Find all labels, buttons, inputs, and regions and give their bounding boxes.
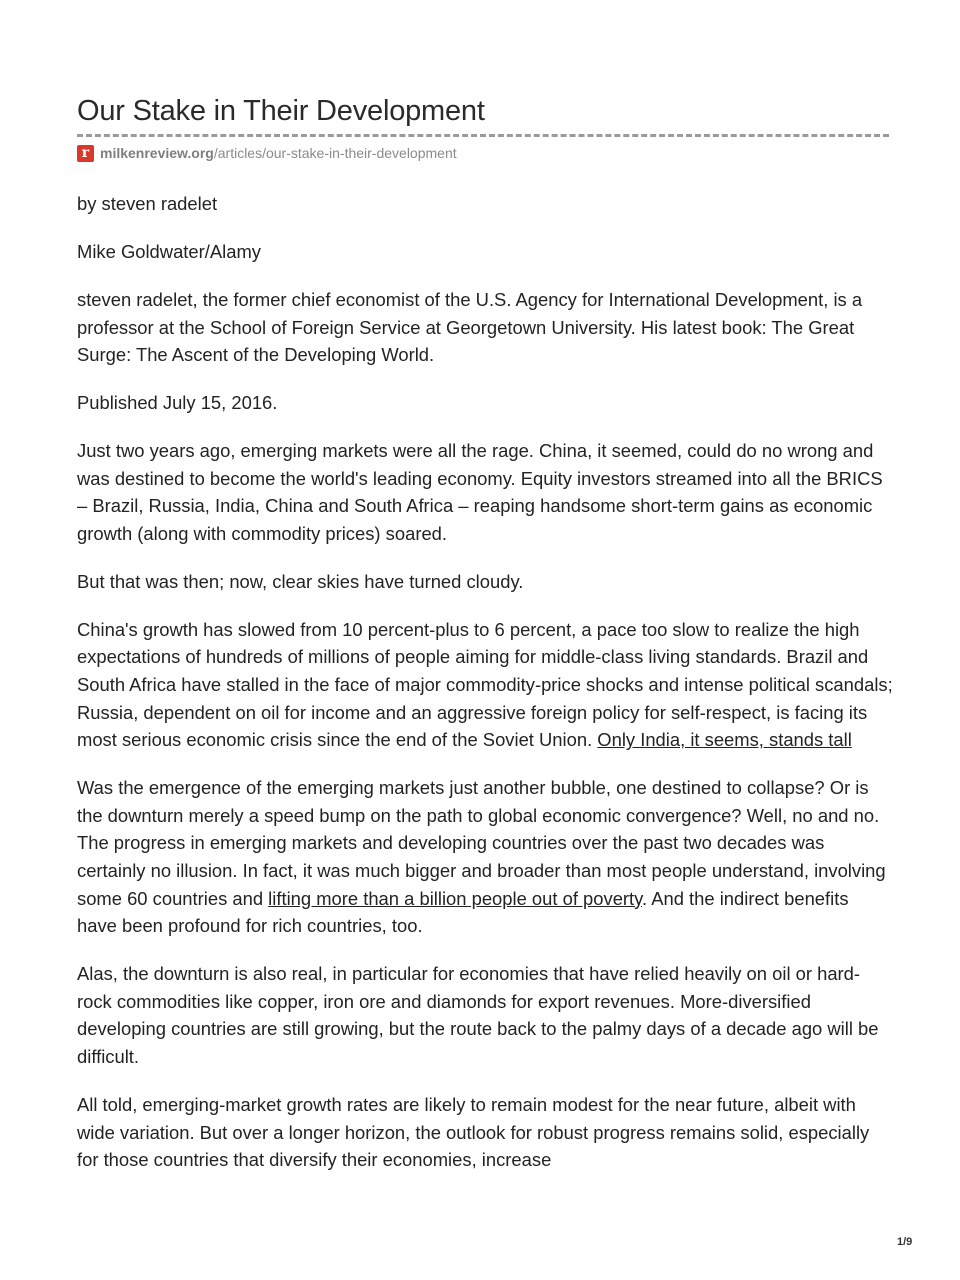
source-domain: milkenreview.org: [100, 145, 214, 161]
paragraph-4: [77, 774, 893, 940]
source-link[interactable]: [100, 145, 457, 161]
byline: by steven radelet: [77, 193, 218, 214]
paragraph-1: Just two years ago, emerging markets were all the rage. China, it seemed, could do no wrong and was destined to become the world's leading economy. Equity investors streamed into all the BRICS – Brazil, Russia, India, China and South Africa – reaping handsome short-term gains as economic growth (along with commodity prices) soared.: [77, 440, 883, 544]
paragraph-4-tail: . And the indirect benefits have been profound for rich countries, too.: [77, 887, 849, 937]
author-bio: steven radelet, the former chief economist of the U.S. Agency for International Development, is a professor at the School of Foreign Service at Georgetown University. His latest book: The Great Surge: The Ascent of the Developing World.: [77, 288, 863, 366]
paragraph-2: But that was then; now, clear skies have turned cloudy.: [77, 570, 524, 592]
paragraph-3-text: China's growth has slowed from 10 percent-plus to 6 percent, a pace too slow to realize the high expectations of hundreds of millions of people aiming for middle-class living standards. Brazil and South Africa have stalled in the face of major commodity-price shocks and intense political scandals; Russia, dependent on oil for income and an aggressive foreign policy for self-respect, is facing its most serious economic crisis since the end of the Soviet Union.: [77, 618, 893, 751]
source-line: [77, 143, 893, 163]
site-logo-icon: r: [77, 145, 94, 162]
article-body: [77, 190, 893, 1174]
source-path: /articles/our-stake-in-their-development: [213, 145, 457, 161]
title-divider: [77, 134, 889, 137]
photo-credit: Mike Goldwater/Alamy: [77, 240, 261, 262]
billion-people-poverty-link[interactable]: lifting more than a billion people out of poverty: [268, 887, 643, 909]
paragraph-4-text: Was the emergence of the emerging markets just another bubble, one destined to collapse? Or is the downturn merely a speed bump on the path to global economic convergence? Well, no and no. The progress in emerging markets and developing countries over the past two decades was certainly no illusion. In fact, it was much bigger and broader than most people understand, involving some 60 countries and: [77, 777, 886, 909]
document-page: [77, 92, 893, 1194]
paragraph-6: All told, emerging-market growth rates are likely to remain modest for the near future, albeit with wide variation. But over a longer horizon, the outlook for robust progress remains solid, especially for those countries that diversify their economies, increase: [77, 1093, 870, 1171]
india-stands-tall-link[interactable]: Only India, it seems, stands tall: [597, 729, 852, 751]
page-title: Our Stake in Their Development: [77, 95, 485, 127]
publish-date: Published July 15, 2016.: [77, 392, 278, 414]
paragraph-5: Alas, the downturn is also real, in particular for economies that have relied heavily on oil or hard-rock commodities like copper, iron ore and diamonds for export revenues. More-diversified developing countries are still growing, but the route back to the palmy days of a decade ago will be difficult.: [77, 963, 879, 1067]
paragraph-3: [77, 616, 893, 754]
page-number: 1/9: [897, 1236, 913, 1248]
